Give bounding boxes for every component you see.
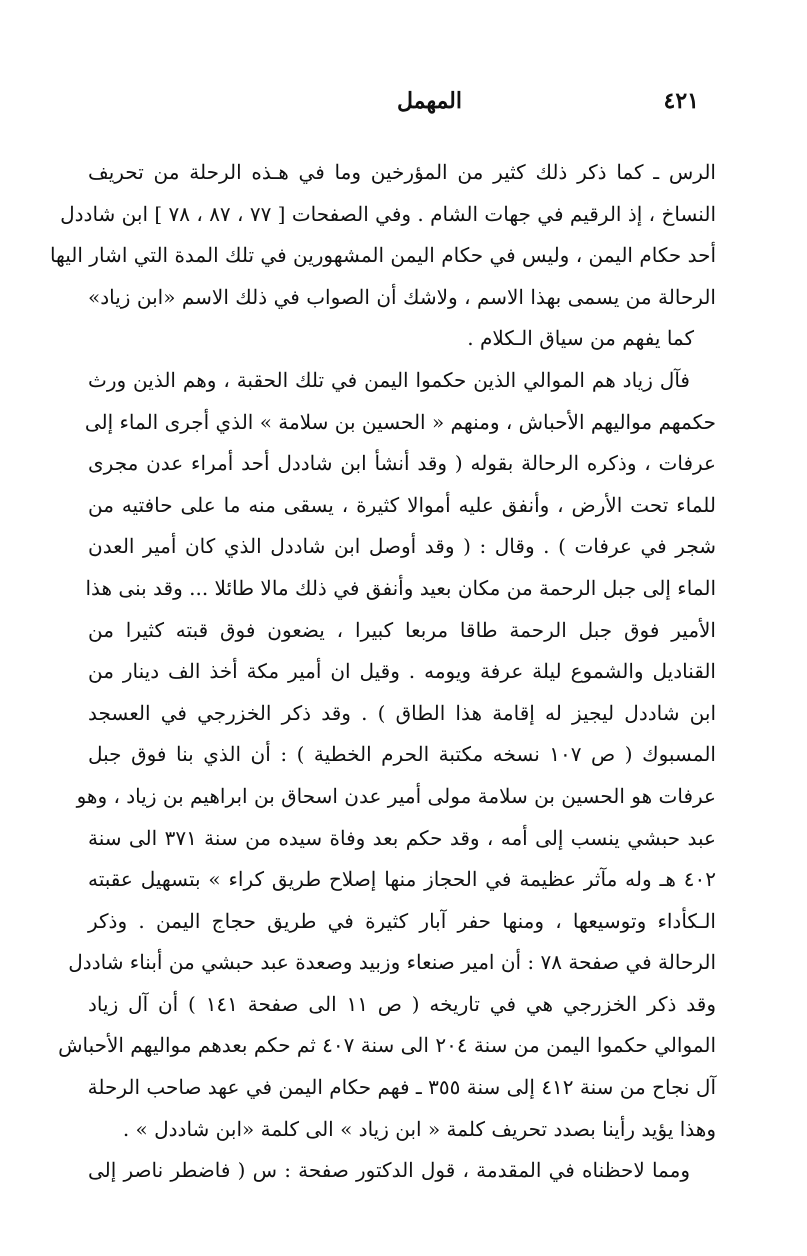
text-line: الماء إلى جبل الرحمة من مكان بعيد وأنفق في ذلك مالا طائلا ... وقد بنى هذا (85, 575, 716, 600)
text-line: الرس ـ كما ذكر ذلك كثير من المؤرخين وما في هـذه الرحلة من تحريف (88, 160, 716, 184)
text-line: الـكأداء وتوسيعها ، ومنها حفر آبار كثيرة في طريق حجاج اليمن . وذكر (88, 908, 716, 933)
text-line: الرحالة في صفحة ٧٨ : أن امير صنعاء وزبيد وصعدة عبد حبشي من أبناء شاددل (68, 950, 716, 975)
running-head (0, 88, 807, 118)
text-line: ومما لاحظناه في المقدمة ، قول الدكتور صفحة : س ( فاضطر ناصر إلى (88, 1158, 690, 1183)
text-line: حكمهم مواليهم الأحباش ، ومنهم « الحسين بن سلامة » الذي أجرى الماء إلى (84, 409, 716, 434)
text-line: ٤٠٢ هـ وله مآثر عظيمة في الحجاز منها إصلاح طريق كراء » بتسهيل عقبته (88, 867, 716, 892)
text-line: وقد ذكر الخزرجي هي في تاريخه ( ص ١١ الى صفحة ١٤١ ) أن آل زياد (88, 991, 717, 1016)
text-line: المسبوك ( ص ١٠٧ نسخه مكتبة الحرم الخطية ) : أن الذي بنا فوق جبل (88, 742, 716, 767)
text-line: عرفات هو الحسين بن سلامة مولى أمير عدن اسحاق بن ابراهيم بن زياد ، وهو (76, 783, 716, 808)
text-line: للماء تحت الأرض ، وأنفق عليه أموالا كثيرة ، يسقى منه ما على حافتيه من (88, 492, 716, 517)
text-line: الأمير فوق جبل الرحمة طاقا مربعا كبيرا ، يضعون فوق قبته كثيرا من (88, 617, 716, 642)
page-header-title: المهمل (396, 88, 462, 114)
text-line: كما يفهم من سياق الـكلام . (467, 326, 694, 351)
text-line: القناديل والشموع ليلة عرفة ويومه . وقيل ان أمير مكة أخذ الف دينار من (88, 659, 716, 684)
text-line: الرحالة من يسمى بهذا الاسم ، ولاشك أن الصواب في ذلك الاسم «ابن زياد» (88, 284, 716, 309)
text-line: عبد حبشي ينسب إلى أمه ، وقد حكم بعد وفاة سيده من سنة ٣٧١ الى سنة (88, 825, 716, 850)
text-line: النساخ ، إذ الرقيم في جهات الشام . وفي الصفحات [ ٧٧ ، ٨٧ ، ٧٨ ] ابن شاددل (60, 201, 716, 226)
page-number: ٤٢١ (663, 88, 699, 114)
text-line: عرفات ، وذكره الرحالة بقوله ( وقد أنشأ ابن شاددل أحد أمراء عدن مجرى (88, 451, 716, 476)
text-line: شجر في عرفات ) . وقال : ( وقد أوصل ابن شاددل الذي كان أمير العدن (88, 534, 716, 559)
text-line: آل نجاح من سنة ٤١٢ إلى سنة ٣٥٥ ـ فهم حكام اليمن في عهد صاحب الرحلة (87, 1075, 716, 1100)
text-line: فآل زياد هم الموالي الذين حكموا اليمن في تلك الحقبة ، وهم الذين ورث (88, 367, 690, 392)
text-line: أحد حكام اليمن ، وليس في حكام اليمن المشهورين في تلك المدة التي اشار اليها (49, 243, 716, 268)
text-line: وهذا يؤيد رأينا بصدد تحريف كلمة « ابن زياد » الى كلمة «ابن شاددل » . (122, 1116, 716, 1141)
body-text (49, 152, 717, 1192)
text-line: الموالي حكموا اليمن من سنة ٢٠٤ الى سنة ٤٠٧ ثم حكم بعدهم مواليهم الأحباش (58, 1033, 716, 1058)
text-line: ابن شاددل ليجيز له إقامة هذا الطاق ) . وقد ذكر الخزرجي في العسجد (88, 700, 716, 725)
